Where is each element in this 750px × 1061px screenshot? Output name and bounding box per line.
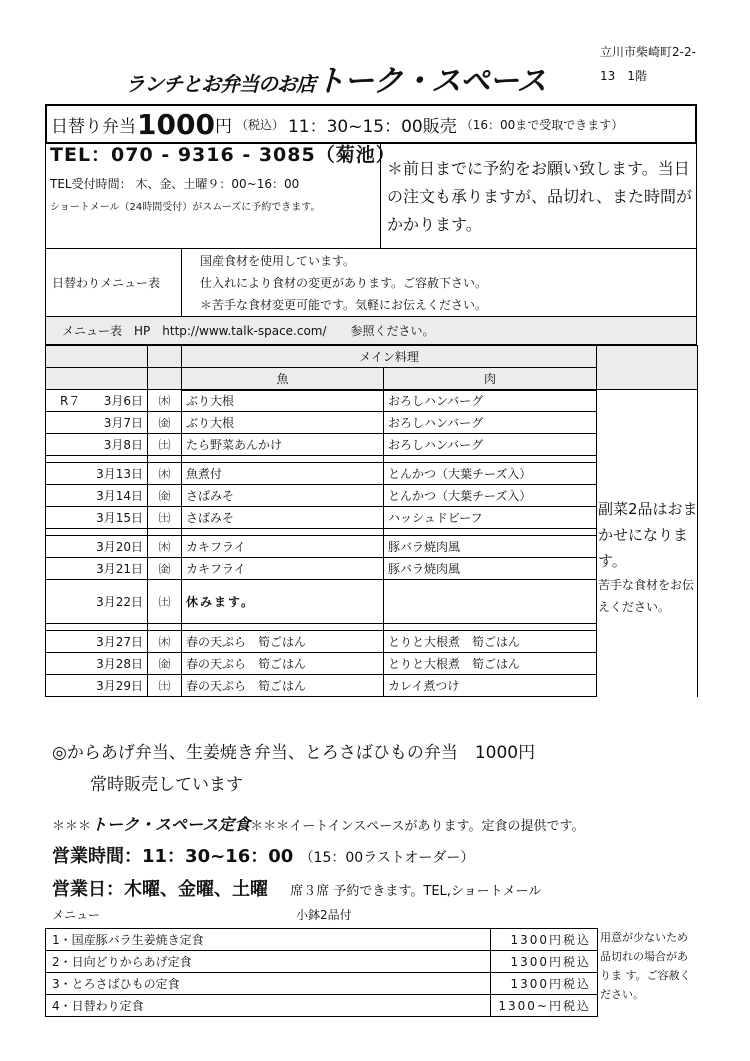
stars: ＊＊＊ [52, 819, 92, 834]
date-label: 3月21日 [96, 562, 143, 576]
date-label: 3月13日 [96, 467, 143, 481]
menu-row [46, 434, 698, 456]
meat-dish: 豚バラ焼肉風 [384, 536, 597, 558]
fish-dish: たら野菜あんかけ [182, 434, 384, 456]
teishoku-price: 1300円税込 [491, 951, 598, 973]
fish-dish: カキフライ [182, 558, 384, 580]
banner-pickup: （16：00まで受取できます） [460, 117, 624, 132]
menu-date [46, 485, 148, 507]
meat-dish: おろしハンバーグ [384, 434, 597, 456]
weekday: ㈯ [148, 434, 182, 456]
menu-row [46, 631, 698, 653]
shop-prefix: ランチとお弁当のお店 [125, 72, 315, 96]
menu-date [46, 390, 148, 412]
divider [181, 248, 182, 316]
menu-note: 国産食材を使用しています。 [200, 254, 356, 268]
side-cell [597, 412, 698, 434]
weekday: ㈮ [148, 653, 182, 675]
teishoku-table [45, 928, 598, 1017]
side-cell [597, 653, 698, 675]
side-cell [597, 631, 698, 653]
fish-dish: 魚煮付 [182, 463, 384, 485]
menu-row [46, 390, 698, 412]
fish-dish: さばみそ [182, 507, 384, 529]
weekday: ㈭ [148, 390, 182, 412]
fish-dish: ぶり大根 [182, 412, 384, 434]
banner-price: 1000 [137, 107, 215, 141]
menu-date [46, 653, 148, 675]
teishoku-row [46, 951, 598, 973]
fish-dish: さばみそ [182, 485, 384, 507]
teishoku-row [46, 995, 598, 1017]
meat-dish: カレイ煮つけ [384, 675, 597, 697]
date-label: 3月8日 [103, 438, 143, 452]
meat-dish: とんかつ（大葉チーズ入） [384, 463, 597, 485]
teishoku-desc: イートインスペースがあります。定食の提供です。 [289, 819, 585, 834]
weekday: ㈮ [148, 485, 182, 507]
side-cell [597, 434, 698, 456]
reservation-notice: ＊前日までに予約をお願い致します。当日の注文も承りますが、品切れ、また時間がかかります。 [387, 159, 692, 234]
banner-tax: （税込） [235, 117, 284, 132]
side-cell [597, 675, 698, 697]
business-days [52, 875, 541, 901]
menu-row [46, 412, 698, 434]
menu-note: ＊苦手な食材変更可能です。気軽にお伝えください。 [200, 298, 488, 312]
weekday: ㈭ [148, 631, 182, 653]
fish-dish: 春の天ぷら 筍ごはん [182, 653, 384, 675]
menu-date [46, 412, 148, 434]
menu-date [46, 434, 148, 456]
week-separator [46, 624, 698, 631]
fish-dish: 春の天ぷら 筍ごはん [182, 631, 384, 653]
date-label: 3月7日 [103, 416, 143, 430]
era-label: R７ [60, 394, 81, 408]
menu-date [46, 675, 148, 697]
teishoku-row [46, 929, 598, 951]
meat-dish [384, 580, 597, 624]
weekday: ㈯ [148, 675, 182, 697]
meat-dish: おろしハンバーグ [384, 390, 597, 412]
week-separator [46, 456, 698, 463]
teishoku-name: 1・国産豚バラ生姜焼き定食 [46, 929, 491, 951]
teishoku-name: 2・日向どりからあげ定食 [46, 951, 491, 973]
teishoku-row [46, 973, 598, 995]
menu-date [46, 558, 148, 580]
side-note-sub: 苦手な食材をお伝えください。 [598, 578, 695, 614]
shop-title [125, 56, 546, 100]
weekday: ㈮ [148, 558, 182, 580]
menu-note: 仕入れにより食材の変更があります。ご容赦下さい。 [200, 276, 488, 290]
hours-text: 営業時間：11：30~16：00 [52, 846, 294, 867]
banner-lead: 日替り弁当 [51, 116, 136, 137]
permanent-bento-line: ◎からあげ弁当、生姜焼き弁当、とろさばひもの弁当 1000円 [52, 743, 536, 763]
meat-dish: とんかつ（大葉チーズ入） [384, 485, 597, 507]
permanent-bento-line2: 常時販売しています [90, 775, 243, 795]
side-note-main: 副菜2品はおまかせになります。 [598, 500, 698, 570]
teishoku-name: 3・とろさばひもの定食 [46, 973, 491, 995]
weekday: ㈮ [148, 412, 182, 434]
menu-date [46, 463, 148, 485]
weekday: ㈭ [148, 536, 182, 558]
business-hours [52, 842, 474, 868]
days-text: 営業日：木曜、金曜、土曜 [52, 879, 268, 900]
date-label: 3月20日 [96, 540, 143, 554]
fish-dish: 春の天ぷら 筍ごはん [182, 675, 384, 697]
meat-dish: おろしハンバーグ [384, 412, 597, 434]
divider [45, 248, 697, 249]
last-order: （15：00ラストオーダー） [299, 850, 475, 866]
teishoku-brand: トーク・スペース定食 [91, 815, 251, 834]
menu-row [46, 675, 698, 697]
sms-note: ショートメール（24時間受付）がスムーズに予約できます。 [50, 202, 321, 213]
menu-date [46, 631, 148, 653]
meat-dish: とりと大根煮 筍ごはん [384, 653, 597, 675]
menu-label: 日替わりメニュー表 [52, 276, 161, 290]
menu-url-line: メニュー表 HP http://www.talk-space.com/ 参照ください。 [62, 324, 435, 338]
date-label: 3月6日 [103, 394, 143, 408]
menu-date [46, 580, 148, 624]
weekday: ㈭ [148, 463, 182, 485]
side-cell [597, 463, 698, 485]
fish-dish: カキフライ [182, 536, 384, 558]
teishoku-note: 用意が少ないため品切れの場合がありま す。ご容赦ください。 [600, 931, 691, 1001]
stars: ＊＊＊ [250, 819, 290, 834]
shop-name: トーク・スペース [315, 64, 546, 99]
teishoku-price: 1300円税込 [491, 929, 598, 951]
menu-date [46, 536, 148, 558]
date-label: 3月22日 [96, 595, 143, 609]
daily-bento-banner [45, 104, 697, 144]
date-label: 3月27日 [96, 635, 143, 649]
weekday: ㈯ [148, 580, 182, 624]
fish-header: 魚 [182, 368, 384, 390]
side-dish-label: 小鉢2品付 [296, 908, 352, 922]
banner-hours: 11：30~15：00販売 [287, 116, 457, 137]
menu-date [46, 507, 148, 529]
side-dish-note [598, 496, 698, 618]
meat-header: 肉 [384, 368, 597, 390]
banner-yen: 円 [214, 116, 232, 137]
seat-note: 席３席 予約できます。TEL,ショートメール [290, 884, 542, 899]
teishoku-heading [52, 812, 584, 835]
fish-dish: 休みます。 [182, 580, 384, 624]
meat-dish: 豚バラ焼肉風 [384, 558, 597, 580]
side-cell [597, 390, 698, 412]
teishoku-price: 1300円税込 [491, 973, 598, 995]
date-label: 3月28日 [96, 657, 143, 671]
main-dish-header: メイン料理 [182, 346, 597, 368]
date-label: 3月15日 [96, 511, 143, 525]
menu-row [46, 653, 698, 675]
date-label: 3月29日 [96, 679, 143, 693]
weekday: ㈯ [148, 507, 182, 529]
teishoku-body [46, 929, 598, 1017]
date-label: 3月14日 [96, 489, 143, 503]
meat-dish: ハッシュドビーフ [384, 507, 597, 529]
menu-row [46, 463, 698, 485]
tel-hours: TEL受付時間： 木、金、土曜９：00~16：00 [50, 177, 300, 191]
teishoku-name: 4・日替わり定食 [46, 995, 491, 1017]
shop-address: 立川市柴崎町2-2-13 1階 [600, 45, 696, 83]
fish-dish: ぶり大根 [182, 390, 384, 412]
meat-dish: とりと大根煮 筍ごはん [384, 631, 597, 653]
tel-number: TEL：070 - 9316 - 3085（菊池） [50, 144, 396, 166]
teishoku-menu-label: メニュー [52, 908, 101, 922]
teishoku-price: 1300~円税込 [491, 995, 598, 1017]
